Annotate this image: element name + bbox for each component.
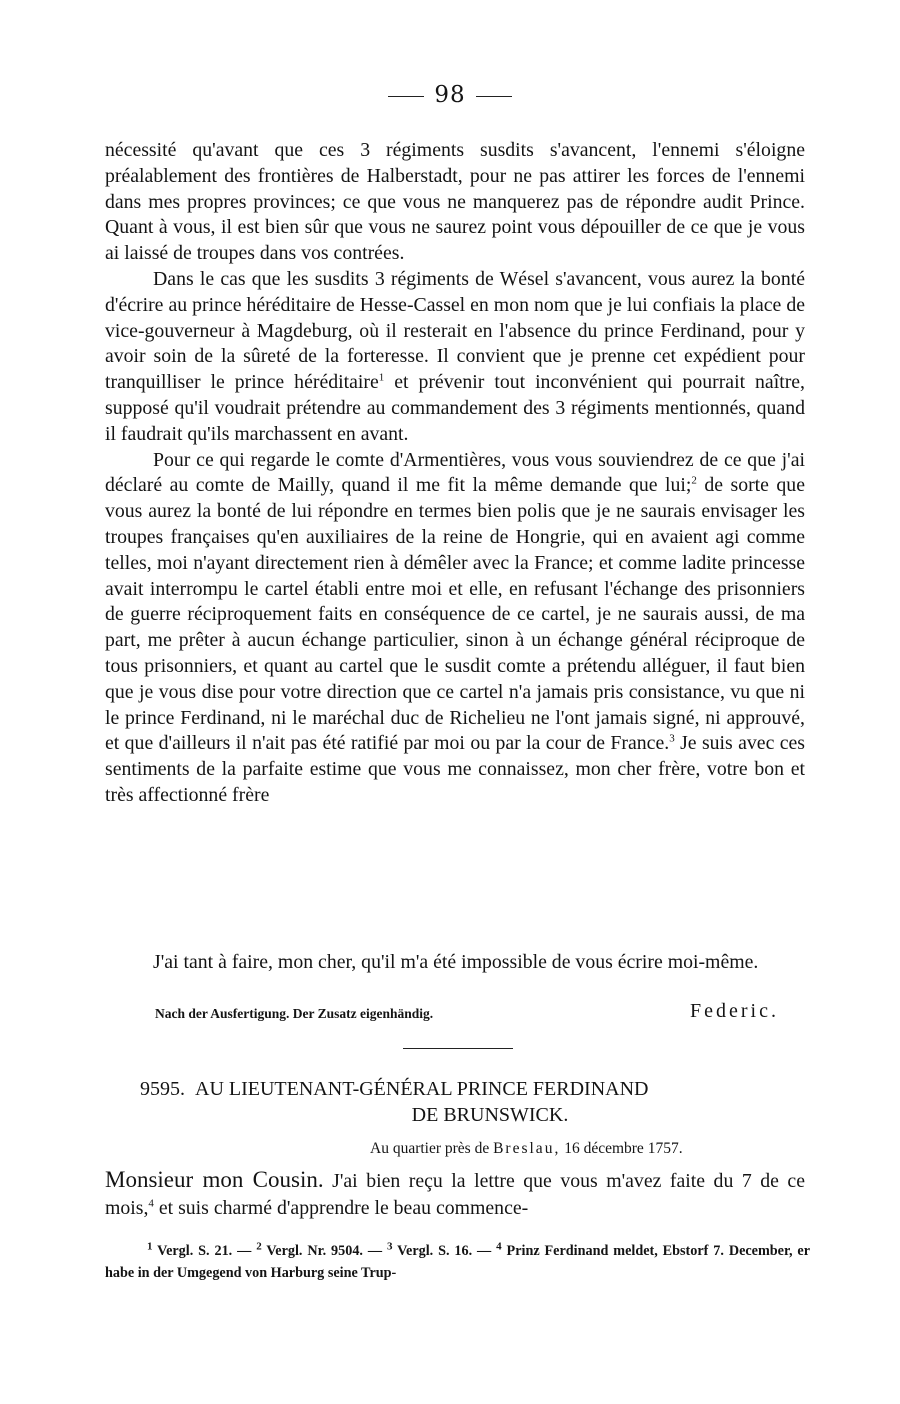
footnote-ref-3: 3: [669, 732, 675, 745]
page-number-text: 98: [434, 82, 466, 108]
footnote-text-3: Vergl. S. 16. —: [392, 1243, 497, 1259]
page-number: [0, 82, 900, 108]
footnote-ref-2: 2: [691, 474, 697, 487]
place-date: 16 décembre 1757.: [564, 1140, 683, 1157]
footnote-ref-4: 4: [148, 1197, 154, 1210]
letter-title-line-2: DE BRUNSWICK.: [411, 1104, 569, 1126]
letter-text-a: J'ai bien reçu la lettre que vous m'avez faite du 7 de ce mois,: [105, 1170, 805, 1219]
letter-opening: [105, 1166, 805, 1222]
footnotes: [105, 1240, 810, 1284]
footnote-text-2: Vergl. Nr. 9504. —: [261, 1243, 387, 1259]
page-number-dash-right: [476, 96, 512, 97]
footnote-number-2: 2: [256, 1240, 262, 1253]
footnote-text-4: Prinz Ferdinand meldet, Ebstorf 7. December, er habe in der Umgegend von Harburg seine Trup-: [105, 1243, 810, 1281]
paragraph-2: [105, 267, 805, 448]
paragraph-2-part-a: Dans le cas que les susdits 3 régiments de Wésel s'avancent, vous aurez la bonté d'écrire au prince héréditaire de Hesse-Cassel en mon nom que je lui confiais la place de vice-gouverneur à Magdeburg, où il resterait en l'absence du prince Ferdinand, pour y avoir soin de la sûreté de la forteresse. Il convient que je prenne cet expédient pour tranquilliser le prince héréditaire: [105, 267, 805, 394]
paragraph-1: nécessité qu'avant que ces 3 régiments susdits s'avancent, l'ennemi s'éloigne préalablement des frontières de Halberstadt, pour ne pas attirer les forces de l'ennemi dans mes propres provinces; ce que vous ne manquerez pas de répondre audit Prince. Quant à vous, il est bien sûr que vous ne saurez point vous dépouiller de ce que je vous ai laissé de troupes dans vos contrées.: [105, 139, 805, 265]
paragraph-3: [105, 448, 805, 809]
letter-heading: [140, 1076, 800, 1128]
paragraph-3-part-a: Pour ce qui regarde le comte d'Armentières, vous vous souviendrez de ce que j'ai déclaré au comte de Mailly, quand il me fit la même demande que lui;: [105, 448, 805, 497]
place-prefix: Au quartier près de: [370, 1140, 490, 1157]
footnote-text-1: Vergl. S. 21. —: [152, 1243, 257, 1259]
postscript: J'ai tant à faire, mon cher, qu'il m'a été impossible de vous écrire moi-même.: [153, 951, 759, 973]
place-date-line: [370, 1140, 683, 1158]
footnote-number-3: 3: [386, 1240, 393, 1253]
letter-number: 9595.: [140, 1078, 185, 1100]
page-number-dash-left: [388, 96, 424, 97]
signature: Federic.: [690, 1000, 779, 1022]
paragraph-2-part-b: et prévenir tout inconvénient qui pourrait naître, supposé qu'il voudrait prétendre au commandement des 3 régiments mentionnés, quand il faudrait qu'ils marchassent en avant.: [105, 371, 806, 445]
letter-text-b: et suis charmé d'apprendre le beau commence-: [153, 1197, 529, 1219]
letter-body: [105, 138, 805, 809]
paragraph-3-part-c: Je suis avec ces sentiments de la parfaite estime que vous me connaissez, mon cher frère, votre bon et très affectionné frère: [105, 732, 806, 806]
section-divider: [403, 1048, 513, 1049]
footnote-ref-1: 1: [378, 371, 385, 384]
salutation: Monsieur mon Cousin.: [105, 1167, 324, 1192]
place-city: Breslau,: [493, 1140, 561, 1157]
footnote-number-4: 4: [496, 1240, 502, 1253]
footnote-number-1: 1: [147, 1240, 153, 1253]
paragraph-3-part-b: de sorte que vous aurez la bonté de lui répondre en termes bien polis que je ne saurais envisager les troupes françaises qu'en auxiliaires de la reine de Hongrie, qui en avaient agi comme telles, moi n'ayant directement rien à démêler avec la France; et comme ladite princesse avait interrompu le cartel établi entre moi et elle, en refusant l'échange des prisonniers de guerre réciproquement faits en conséquence de ce cartel, je ne saurais aussi, de ma part, me prêter à aucun échange particulier, sinon à un échange général réciproque de tous prisonniers, et quant au cartel que le susdit comte a prétendu alléguer, il faut bien que je vous dise pour votre direction que ce cartel n'a jamais pris consistance, vu que ni le prince Ferdinand, ni le maréchal duc de Richelieu ne l'ont jamais signé, ni approuvé, et que d'ailleurs il n'ait pas été ratifié par moi ou par la cour de France.: [105, 474, 805, 755]
letter-title-line-1: AU LIEUTENANT-GÉNÉRAL PRINCE FERDINAND: [195, 1078, 649, 1100]
source-note: Nach der Ausfertigung. Der Zusatz eigenhändig.: [155, 1006, 434, 1021]
